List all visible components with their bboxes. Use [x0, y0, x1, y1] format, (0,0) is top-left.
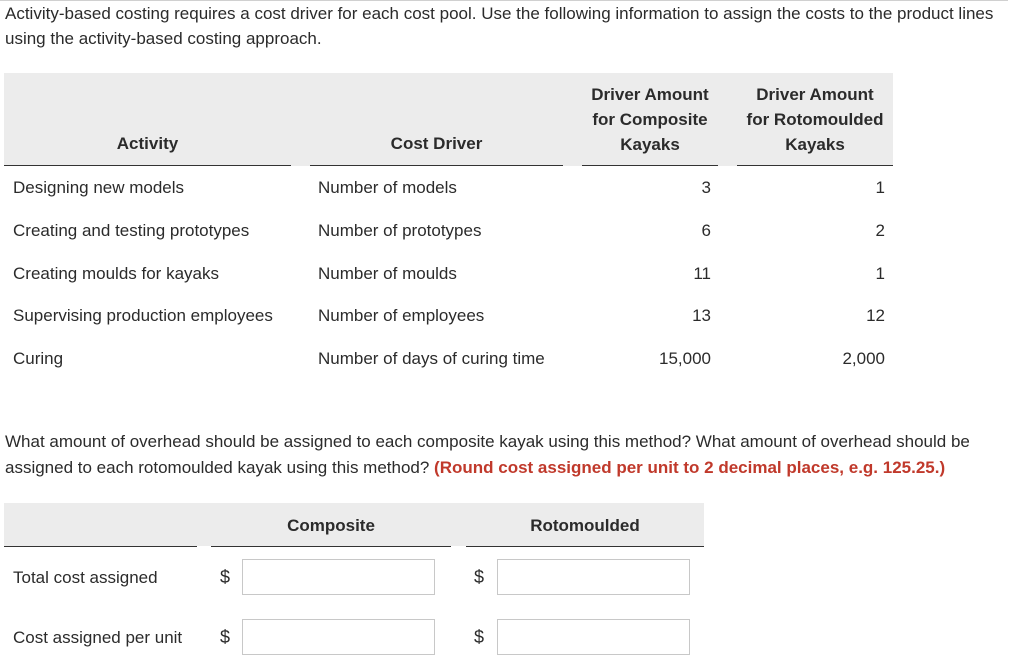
row-roto-amount: 2 — [875, 221, 885, 240]
row-driver: Number of models — [318, 178, 457, 197]
row-composite-amount: 6 — [701, 221, 711, 240]
table2-underline-composite — [211, 546, 451, 547]
cost-per-unit-label: Cost assigned per unit — [13, 628, 183, 647]
header-underline-rotomoulded — [737, 165, 893, 166]
rounding-instruction: (Round cost assigned per unit to 2 decimal places, e.g. 125.25.) — [434, 458, 946, 477]
row-driver: Number of employees — [318, 306, 485, 325]
header-composite-line1: Driver Amount — [591, 85, 709, 104]
header-underline-composite — [582, 165, 718, 166]
cost-per-unit-rotomoulded-input[interactable] — [497, 619, 690, 655]
row-activity: Curing — [13, 349, 64, 368]
row-composite-amount: 3 — [701, 178, 711, 197]
total-cost-rotomoulded-input[interactable] — [497, 559, 690, 595]
currency-symbol: $ — [220, 627, 231, 647]
question-body: What amount of overhead should be assigned to each composite kayak using this method? What amount of overhead should be assigned to each rotomoulded kayak using this method? — [5, 432, 970, 477]
cost-per-unit-composite-input[interactable] — [242, 619, 435, 655]
row-driver: Number of days of curing time — [318, 349, 545, 368]
row-driver: Number of moulds — [318, 264, 457, 283]
header-activity: Activity — [116, 134, 179, 153]
row-composite-amount: 13 — [692, 306, 711, 325]
question-text — [5, 429, 1015, 481]
header-roto-line3: Kayaks — [785, 135, 845, 154]
row-roto-amount: 12 — [866, 306, 885, 325]
header-composite: Composite — [287, 516, 375, 535]
total-cost-composite-input[interactable] — [242, 559, 435, 595]
total-cost-label: Total cost assigned — [13, 568, 158, 587]
currency-symbol: $ — [220, 567, 231, 587]
row-activity: Creating moulds for kayaks — [13, 264, 219, 283]
header-rotomoulded: Rotomoulded — [530, 516, 640, 535]
header-driver-rotomoulded — [737, 82, 893, 157]
row-composite-amount: 15,000 — [659, 349, 711, 368]
table2-underline-label — [4, 546, 197, 547]
header-underline-driver — [310, 165, 563, 166]
row-roto-amount: 2,000 — [842, 349, 885, 368]
currency-symbol: $ — [474, 627, 485, 647]
row-activity: Creating and testing prototypes — [13, 221, 250, 240]
header-composite-line3: Kayaks — [620, 135, 680, 154]
row-composite-amount: 11 — [693, 264, 711, 283]
row-activity: Designing new models — [13, 178, 185, 197]
row-driver: Number of prototypes — [318, 221, 482, 240]
header-roto-line1: Driver Amount — [756, 85, 874, 104]
intro-text: Activity-based costing requires a cost driver for each cost pool. Use the following information to assign the costs to the product lines using the activity-based costing approach. — [5, 4, 994, 48]
header-driver-composite — [582, 82, 718, 157]
row-roto-amount: 1 — [875, 264, 885, 283]
header-underline-activity — [4, 165, 291, 166]
header-cost-driver: Cost Driver — [390, 134, 483, 153]
row-roto-amount: 1 — [875, 178, 885, 197]
header-roto-line2: for Rotomoulded — [746, 110, 884, 129]
table2-underline-rotomoulded — [466, 546, 704, 547]
header-composite-line2: for Composite — [592, 110, 708, 129]
currency-symbol: $ — [474, 567, 485, 587]
row-activity: Supervising production employees — [13, 306, 273, 325]
